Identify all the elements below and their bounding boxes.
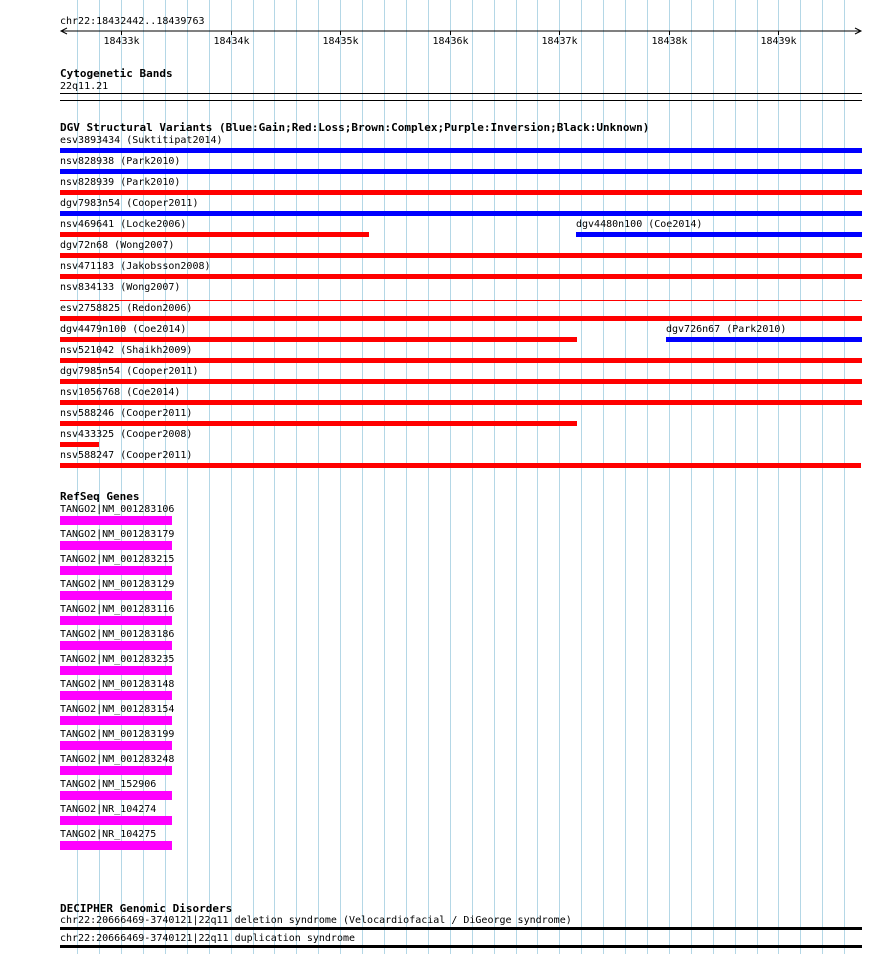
gene-label: TANGO2|NR_104274: [60, 804, 157, 815]
gene-bar[interactable]: [60, 766, 172, 775]
gene-bar[interactable]: [60, 791, 172, 800]
gene-bar[interactable]: [60, 566, 172, 575]
ruler-tick-label: 18435k: [322, 36, 359, 47]
disorder-bar[interactable]: [60, 927, 862, 930]
gene-bar[interactable]: [60, 716, 172, 725]
variant-gain-bar[interactable]: [60, 211, 862, 216]
gene-label: TANGO2|NM_001283215: [60, 554, 175, 565]
cytogenetic-bands-track: [60, 67, 862, 101]
variant-label: nsv433325 (Cooper2008): [60, 429, 193, 440]
region-label: chr22:18432442..18439763: [60, 16, 205, 27]
variant-label: nsv834133 (Wong2007): [60, 282, 181, 293]
refseq-genes-track: [60, 490, 174, 850]
gene-bar[interactable]: [60, 741, 172, 750]
variant-gain-bar[interactable]: [666, 337, 862, 342]
ruler-tick-label: 18437k: [541, 36, 578, 47]
variant-loss-bar[interactable]: [60, 316, 862, 321]
variant-loss-bar[interactable]: [60, 442, 99, 447]
disorder-label: chr22:20666469-3740121|22q11 deletion syndrome (Velocardiofacial / DiGeorge syndrome): [60, 915, 572, 926]
gene-label: TANGO2|NM_001283199: [60, 729, 175, 740]
cytogenetic-bands-title: Cytogenetic Bands: [60, 67, 173, 80]
ruler-tick-label: 18433k: [103, 36, 140, 47]
variant-gain-bar[interactable]: [576, 232, 862, 237]
gene-bar[interactable]: [60, 541, 172, 550]
gene-label: TANGO2|NM_001283235: [60, 654, 175, 665]
variant-label: nsv1056768 (Coe2014): [60, 387, 181, 398]
gene-label: TANGO2|NM_152906: [60, 779, 157, 790]
variant-label: dgv7985n54 (Cooper2011): [60, 366, 199, 377]
variant-loss-bar[interactable]: [60, 463, 861, 468]
variant-label: dgv72n68 (Wong2007): [60, 240, 175, 251]
gene-bar[interactable]: [60, 841, 172, 850]
gene-bar[interactable]: [60, 691, 172, 700]
variant-label: nsv828938 (Park2010): [60, 156, 181, 167]
gene-label: TANGO2|NM_001283129: [60, 579, 175, 590]
variant-label: nsv588247 (Cooper2011): [60, 450, 193, 461]
variant-label: dgv7983n54 (Cooper2011): [60, 198, 199, 209]
gene-bar[interactable]: [60, 641, 172, 650]
variant-gain-bar[interactable]: [60, 148, 862, 153]
refseq-title: RefSeq Genes: [60, 490, 140, 503]
cytoband-line: [60, 93, 862, 94]
variant-label: nsv469641 (Locke2006): [60, 219, 187, 230]
variant-gain-bar[interactable]: [60, 169, 862, 174]
gene-label: TANGO2|NM_001283179: [60, 529, 175, 540]
ruler-tick-label: 18434k: [213, 36, 250, 47]
variant-label: nsv588246 (Cooper2011): [60, 408, 193, 419]
gene-bar[interactable]: [60, 591, 172, 600]
ruler-tick-label: 18438k: [651, 36, 688, 47]
gene-bar[interactable]: [60, 616, 172, 625]
gene-bar[interactable]: [60, 666, 172, 675]
variant-loss-bar[interactable]: [60, 400, 862, 405]
variant-loss-bar[interactable]: [60, 421, 577, 426]
variant-label: dgv4480n100 (Coe2014): [576, 219, 703, 230]
variant-loss-bar[interactable]: [60, 379, 862, 384]
disorder-label: chr22:20666469-3740121|22q11 duplication syndrome: [60, 933, 356, 944]
ruler-tick-label: 18436k: [432, 36, 469, 47]
gene-label: TANGO2|NR_104275: [60, 829, 157, 840]
ruler-tick-label: 18439k: [760, 36, 797, 47]
gene-label: TANGO2|NM_001283248: [60, 754, 175, 765]
disorder-bar[interactable]: [60, 945, 862, 948]
variant-label: nsv471183 (Jakobsson2008): [60, 261, 211, 272]
dgv-structural-variants-track: [60, 121, 862, 468]
variant-loss-bar[interactable]: [60, 232, 369, 237]
gene-label: TANGO2|NM_001283106: [60, 504, 175, 515]
gene-label: TANGO2|NM_001283116: [60, 604, 175, 615]
position-ruler: [60, 16, 861, 47]
variant-label: esv2758825 (Redon2006): [60, 303, 193, 314]
decipher-title: DECIPHER Genomic Disorders: [60, 902, 233, 915]
variant-loss-bar[interactable]: [60, 253, 862, 258]
gene-bar[interactable]: [60, 816, 172, 825]
variant-label: esv3893434 (Suktitipat2014): [60, 135, 223, 146]
decipher-genomic-disorders-track: [60, 902, 862, 948]
gene-bar[interactable]: [60, 516, 172, 525]
variant-loss-bar[interactable]: [60, 190, 862, 195]
variant-loss-bar[interactable]: [60, 358, 862, 363]
cytoband-label: 22q11.21: [60, 81, 109, 92]
variant-loss-bar[interactable]: [60, 300, 862, 301]
variant-loss-bar[interactable]: [60, 337, 577, 342]
variant-label: dgv4479n100 (Coe2014): [60, 324, 187, 335]
cytoband-bottom-line: [60, 100, 862, 101]
dgv-title: DGV Structural Variants (Blue:Gain;Red:Loss;Brown:Complex;Purple:Inversion;Black:Unknown): [60, 121, 650, 134]
gene-label: TANGO2|NM_001283154: [60, 704, 175, 715]
variant-label: nsv521042 (Shaikh2009): [60, 345, 193, 356]
variant-label: dgv726n67 (Park2010): [666, 324, 787, 335]
variant-loss-bar[interactable]: [60, 274, 862, 279]
gene-label: TANGO2|NM_001283186: [60, 629, 175, 640]
gene-label: TANGO2|NM_001283148: [60, 679, 175, 690]
ruler-ticks: [103, 31, 796, 47]
variant-label: nsv828939 (Park2010): [60, 177, 181, 188]
